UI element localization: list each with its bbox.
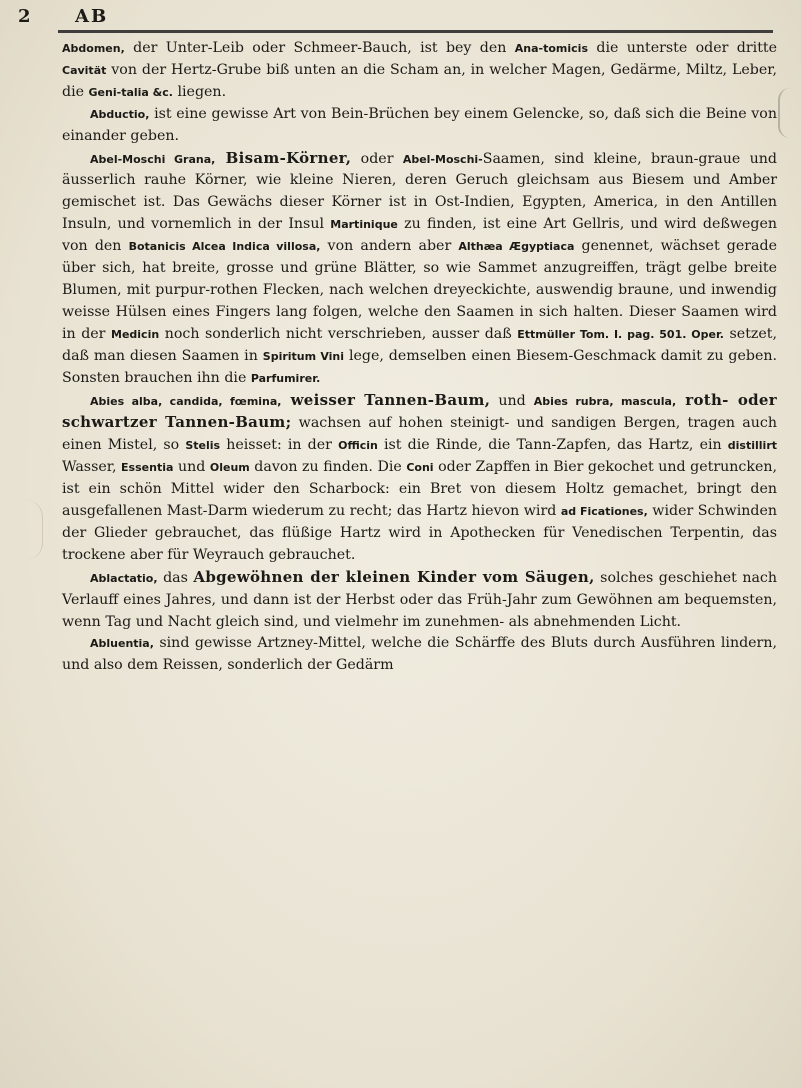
entry-text: das — [157, 569, 194, 586]
entry-text: oder — [351, 150, 403, 167]
dictionary-entry — [62, 104, 777, 148]
latin-term: ad Ficationes, — [560, 505, 648, 519]
latin-term: Parfumirer. — [250, 371, 321, 385]
entry-text: lege, demselben einen Biesem-Geschmack damit zu geben. Sonsten brauchen ihn die — [62, 347, 778, 386]
entry-text: davon zu finden. Die — [249, 459, 407, 476]
entry-text: und — [490, 392, 534, 409]
entry-text: ist eine gewisse Art von Bein-Brüchen bey einem Gelencke, so, daß sich die Beine von einander geben. — [62, 105, 777, 144]
page-fold-shadow — [26, 500, 43, 560]
latin-term: Cavität — [62, 63, 107, 77]
entry-text: noch sonderlich nicht verschrieben, ausser daß — [159, 325, 518, 342]
latin-term: Officin — [338, 439, 378, 453]
latin-term: Abies alba, candida, fœmina, — [90, 394, 282, 408]
entry-text: sind gewisse Artzney-Mittel, welche die Schärffe des Bluts durch Ausführen lindern, und also dem Reissen, sonderlich der Gedärm — [62, 635, 777, 674]
latin-term: Martinique — [330, 218, 398, 232]
entry-text: wachsen auf hohen steinigt- und sandigen Bergen, tragen auch einen Mistel, so — [62, 415, 777, 454]
latin-term: Ettmüller Tom. I. pag. 501. Oper. — [517, 327, 724, 341]
entry-text: setzet, daß man diesen Saamen in — [62, 325, 777, 364]
latin-term: distillirt — [727, 439, 777, 453]
entry-text: der Unter-Leib oder Schmeer-Bauch, ist bey den — [124, 40, 515, 56]
dictionary-entry — [62, 390, 777, 567]
dictionary-entry — [62, 567, 777, 634]
page-edge-shadow — [778, 88, 800, 138]
dictionary-entry — [62, 38, 777, 104]
latin-term: Geni-talia &c. — [88, 85, 173, 99]
latin-term: Abel-Moschi- — [402, 152, 483, 166]
latin-term: Oleum — [209, 461, 250, 475]
entry-text: Saamen, sind kleine, braun-graue und äusserlich rauhe Körner, wie kleine Nieren, deren Geruch gleichsam aus Biesem und Amber gemischet ist. Das Gewächs dieser Körner ist in Ost-Indien, Egypten, America, in den Antillen Insuln, und vornemlich in der Insul — [62, 150, 777, 233]
headword: roth- oder schwartzer Tannen-Baum; — [62, 390, 777, 432]
header-rule — [58, 30, 773, 33]
entry-text: oder Zapffen in Bier gekochet und getruncken, ist ein schön Mittel wider den Scharbock: ein Bret von diesem Holtz gemachet, bringt den ausgefallenen Mast-Darm wiederum zu recht; das Hartz hievon wird — [62, 459, 777, 520]
latin-term: Botanicis Alcea Indica villosa, — [128, 240, 321, 254]
latin-term: Althæa Ægyptiaca — [458, 240, 575, 254]
latin-term: Abies rubra, mascula, — [533, 394, 677, 408]
latin-term: Coni — [406, 461, 434, 475]
entry-text: heisset: in der — [220, 437, 339, 454]
latin-term: Abdomen, — [62, 42, 125, 55]
entry-text: liegen. — [172, 83, 227, 100]
entry-text: von der Hertz-Grube biß unten an die Scham an, in welcher Magen, Gedärme, Miltz, Leber, die — [62, 61, 777, 100]
entry-text: genennet, wächset gerade über sich, hat breite, grosse und grüne Blätter, so wie Sammet anzugreiffen, trägt gelbe breite Blumen, mit purpur-rothen Flecken, nach welchen dreyeckichte, auswendig braune, und inwendig weisse Hülsen eines Fingers lang folgen, welche den Saamen in sich halten. Dieser Saamen wird in der — [62, 238, 777, 342]
latin-term: Ablactatio, — [90, 571, 158, 585]
entry-text: Wasser, — [62, 459, 122, 476]
entry-text: ist die Rinde, die Tann-Zapfen, das Hartz, ein — [377, 437, 728, 454]
signature-mark: AB — [75, 6, 109, 27]
latin-term: Abel-Moschi Grana, — [90, 152, 216, 166]
entry-text: und — [173, 459, 210, 476]
entry-text: die unterste oder dritte — [588, 40, 777, 56]
entry-text: von andern aber — [320, 238, 459, 255]
headword: weisser Tannen-Baum, — [281, 390, 491, 409]
latin-term: Abductio, — [90, 107, 150, 121]
latin-term: Medicin — [111, 327, 160, 341]
latin-term: Abluentia, — [90, 637, 154, 651]
latin-term: Stelis — [185, 439, 221, 453]
dictionary-entry — [62, 148, 777, 390]
page-number: 2 — [18, 6, 31, 27]
headword: Abgewöhnen der kleinen Kinder vom Säugen, — [193, 567, 595, 586]
latin-term: Ana-tomicis — [514, 42, 588, 55]
dictionary-entry — [62, 633, 777, 677]
latin-term: Spiritum Vini — [262, 349, 345, 363]
entry-text: wider Schwinden der Glieder gebrauchet, das flüßige Hartz wird in Apothecken für Venedischen Terpentin, das trockene aber für Weyrauch gebrauchet. — [62, 503, 777, 563]
headword: Bisam-Körner, — [215, 148, 352, 167]
latin-term: Essentia — [121, 461, 174, 475]
page-header — [0, 0, 801, 30]
entry-text: zu finden, ist eine Art Gellris, und wird deßwegen von den — [62, 216, 777, 255]
page-body — [62, 38, 777, 677]
entry-text: solches geschiehet nach Verlauff eines Jahres, und dann ist der Herbst oder das Früh-Jahr zum Gewöhnen am bequemsten, wenn Tag und Nacht gleich sind, und vielmehr im zunehmen- als abnehmenden Licht. — [62, 569, 778, 630]
